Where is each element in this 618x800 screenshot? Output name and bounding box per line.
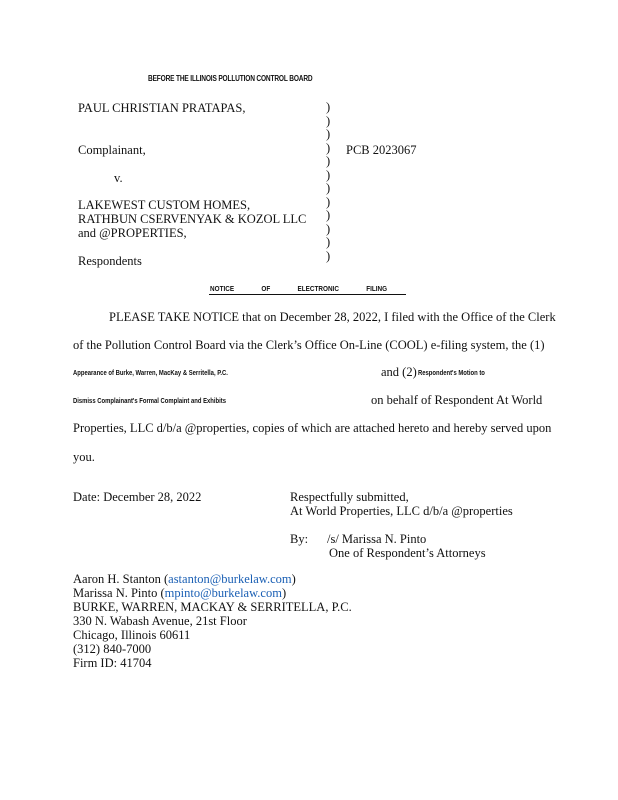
filing-date: Date: December 28, 2022 [73, 490, 202, 504]
body-line-4-rest: on behalf of Respondent At World [371, 393, 543, 407]
versus-label: v. [114, 171, 123, 185]
respondents-label: Respondents [78, 254, 142, 268]
firm-id: Firm ID: 41704 [73, 656, 152, 670]
respondent-line-1: LAKEWEST CUSTOM HOMES, [78, 198, 251, 212]
respectfully-submitted: Respectfully submitted, [290, 490, 409, 504]
attorney-1-name: Aaron H. Stanton [73, 572, 161, 586]
body-line-1: PLEASE TAKE NOTICE that on December 28, 2022, I filed with the Office of the Clerk [109, 310, 556, 324]
board-header: BEFORE THE ILLINOIS POLLUTION CONTROL BOARD [148, 74, 313, 83]
respondent-line-3: and @PROPERTIES, [78, 226, 187, 240]
case-number: PCB 2023067 [346, 143, 417, 157]
attorney-1-email-link[interactable]: astanton@burkelaw.com [168, 572, 292, 586]
firm-address-1: 330 N. Wabash Avenue, 21st Floor [73, 614, 247, 628]
body-line-2: of the Pollution Control Board via the Clerk’s Office On-Line (COOL) e-filing system, the (1) [73, 338, 545, 352]
signer-name: /s/ Marissa N. Pinto [327, 532, 427, 546]
body-line-6: you. [73, 450, 95, 464]
attorney-2-name: Marissa N. Pinto [73, 586, 158, 600]
notice-title-underline [209, 294, 406, 295]
respondent-line-2: RATHBUN CSERVENYAK & KOZOL LLC [78, 212, 307, 226]
notice-title: NOTICE OF ELECTRONIC FILING [210, 284, 388, 293]
body-line-3-appearance: Appearance of Burke, Warren, MacKay & Serritella, P.C. [73, 368, 228, 377]
signature-party: At World Properties, LLC d/b/a @properties [290, 504, 513, 518]
body-line-5: Properties, LLC d/b/a @properties, copies of which are attached hereto and hereby served upon [73, 421, 552, 435]
body-line-4-dismiss: Dismiss Complainant's Formal Complaint and Exhibits [73, 396, 227, 405]
attorney-2: Marissa N. Pinto (mpinto@burkelaw.com) [73, 586, 287, 600]
attorney-2-email-link[interactable]: mpinto@burkelaw.com [164, 586, 282, 600]
firm-address-2: Chicago, Illinois 60611 [73, 628, 191, 642]
body-line-3-and: and (2) [381, 365, 417, 379]
signer-role: One of Respondent’s Attorneys [329, 546, 486, 560]
attorney-1: Aaron H. Stanton (astanton@burkelaw.com) [73, 572, 296, 586]
by-label: By: [290, 532, 309, 546]
caption-parentheses: ) ) ) ) ) ) ) ) ) ) ) ) [326, 100, 331, 263]
complainant-label: Complainant, [78, 143, 146, 157]
complainant-name: PAUL CHRISTIAN PRATAPAS, [78, 101, 246, 115]
firm-name: BURKE, WARREN, MACKAY & SERRITELLA, P.C. [73, 600, 352, 614]
body-line-3-motion: Respondent's Motion to [418, 368, 485, 377]
firm-phone: (312) 840-7000 [73, 642, 152, 656]
